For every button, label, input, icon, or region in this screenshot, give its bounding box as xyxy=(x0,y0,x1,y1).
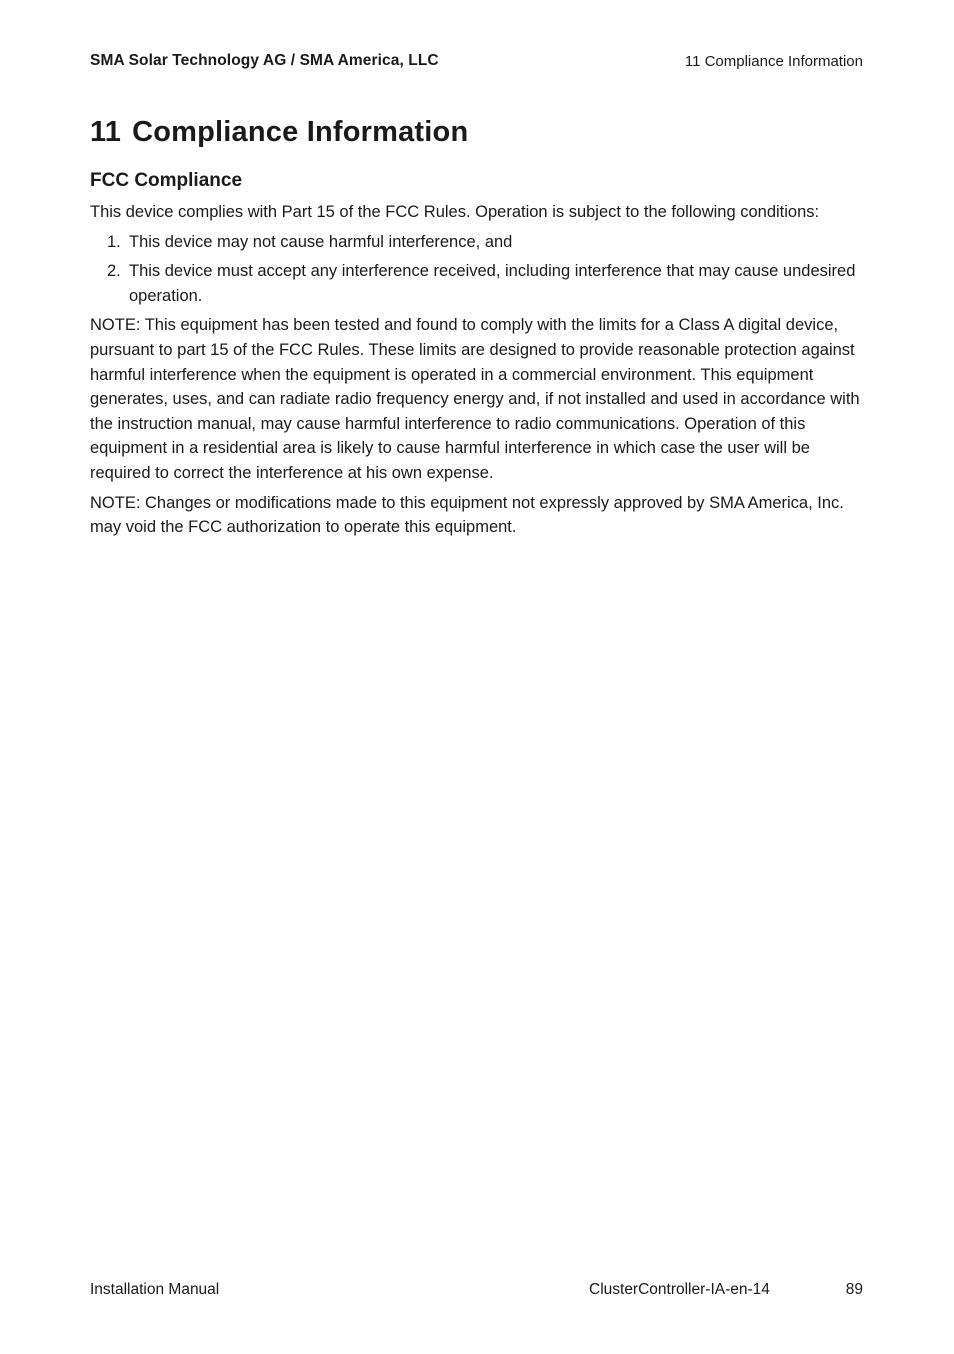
section-title: FCC Compliance xyxy=(90,170,243,191)
list-marker: 2. xyxy=(107,262,121,281)
conditions-list xyxy=(90,230,870,309)
chapter-title xyxy=(90,116,468,149)
list-marker: 1. xyxy=(107,232,121,251)
note-paragraph-2: NOTE: Changes or modifications made to this equipment not expressly approved by SMA America, Inc. may void the FCC authorization to operate this equipment. xyxy=(90,493,844,537)
intro-paragraph: This device complies with Part 15 of the FCC Rules. Operation is subject to the following conditions: xyxy=(90,203,820,221)
list-item-text: This device must accept any interference received, including interference that may cause undesired operation. xyxy=(129,262,856,305)
list-item xyxy=(90,259,870,308)
list-item-text: This device may not cause harmful interference, and xyxy=(129,232,513,251)
note-paragraph-1: NOTE: This equipment has been tested and found to comply with the limits for a Class A digital device, pursuant to part 15 of the FCC Rules. These limits are designed to provide reasonable protection against harmful interference when the equipment is operated in a commercial environment. This equipment generates, uses, and can radiate radio frequency energy and, if not installed and used in accordance with the instruction manual, may cause harmful interference to radio communications. Operation of this equipment in a residential area is likely to cause harmful interference in which case the user will be required to correct the interference at his own expense. xyxy=(90,316,860,482)
header-chapter-ref: 11 Compliance Information xyxy=(684,53,863,70)
footer-doc-id: ClusterController-IA-en-14 xyxy=(589,1281,770,1298)
header-company: SMA Solar Technology AG / SMA America, LLC xyxy=(90,52,439,69)
section-content xyxy=(90,200,870,545)
chapter-number: 11 xyxy=(90,116,122,148)
list-item xyxy=(90,230,870,255)
page-number: 89 xyxy=(845,1281,863,1298)
chapter-title-text: Compliance Information xyxy=(132,116,469,148)
footer-manual: Installation Manual xyxy=(90,1281,220,1298)
